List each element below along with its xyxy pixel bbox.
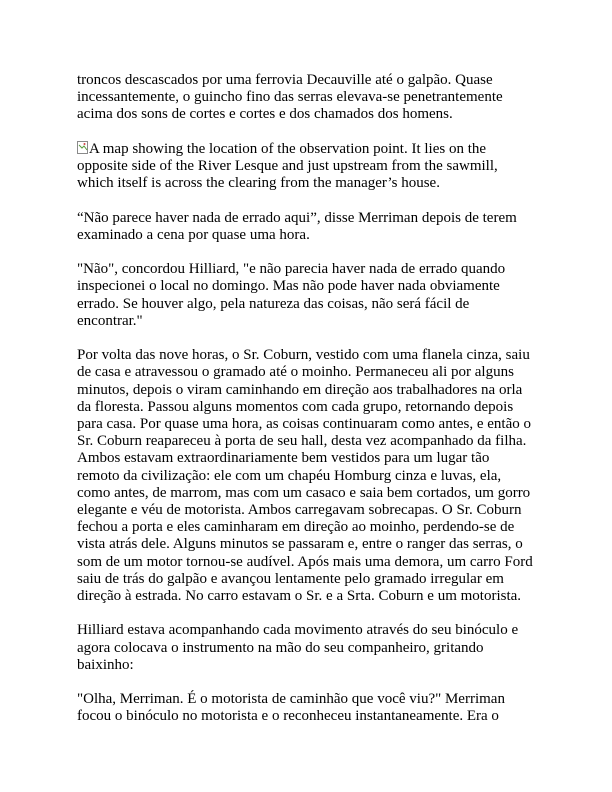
paragraph-4: Por volta das nove horas, o Sr. Coburn, vestido com uma flanela cinza, saiu de casa e atravessou o gramado até o moinho. Permaneceu ali por alguns minutos, depois o viram caminhando em direção aos trabalhadores na orla da floresta. Passou alguns momentos com cada grupo, retornando depois para casa. Por quase uma hora, as coisas continuaram como antes, e então o Sr. Coburn reapareceu à porta de seu hall, desta vez acompanhado da filha. Ambos estavam extraordinariamente bem vestidos para um lugar tão remoto da civilização: ele com um chapéu Homburg cinza e luvas, ela, como antes, de marrom, mas com um casaco e saia bem cortados, um gorro elegante e véu de motorista. Ambos carregavam sobrecapas. O Sr. Coburn fechou a porta e eles caminharam em direção ao moinho, perdendo-se de vista atrás dele. Alguns minutos se passaram e, entre o ranger das serras, o som de um motor tornou-se audível. Após mais uma demora, um carro Ford saiu de trás do galpão e avançou lentamente pelo gramado irregular em direção à estrada. No carro estavam o Sr. e a Srta. Coburn e um motorista. — [77, 347, 533, 605]
paragraph-1: troncos descascados por uma ferrovia Decauville até o galpão. Quase incessantemente, o guincho fino das serras elevava-se penetrantemente acima dos sons de cortes e cortes e dos chamados dos homens. — [77, 72, 503, 123]
document-page — [77, 72, 535, 743]
paragraph-6: "Olha, Merriman. É o motorista de caminhão que você viu?" Merriman focou o binóculo no motorista e o reconheceu instantaneamente. Era o — [77, 691, 505, 725]
paragraph-5: Hilliard estava acompanhando cada movimento através do seu binóculo e agora colocava o instrumento na mão do seu companheiro, gritando baixinho: — [77, 622, 519, 673]
map-image-alt-text: A map showing the location of the observation point. It lies on the opposite side of the River Lesque and just upstream from the sawmill, which itself is across the clearing from the manager’s house. — [77, 140, 498, 192]
paragraph-3: "Não", concordou Hilliard, "e não parecia haver nada de errado quando inspecionei o local no domingo. Mas não pode haver nada obviamente errado. Se houver algo, pela natureza das coisas, não será fácil de encontrar." — [77, 261, 506, 329]
paragraph-2: “Não parece haver nada de errado aqui”, disse Merriman depois de terem examinado a cena por quase uma hora. — [77, 209, 517, 243]
map-image-placeholder — [77, 141, 535, 193]
broken-image-icon — [77, 141, 89, 155]
